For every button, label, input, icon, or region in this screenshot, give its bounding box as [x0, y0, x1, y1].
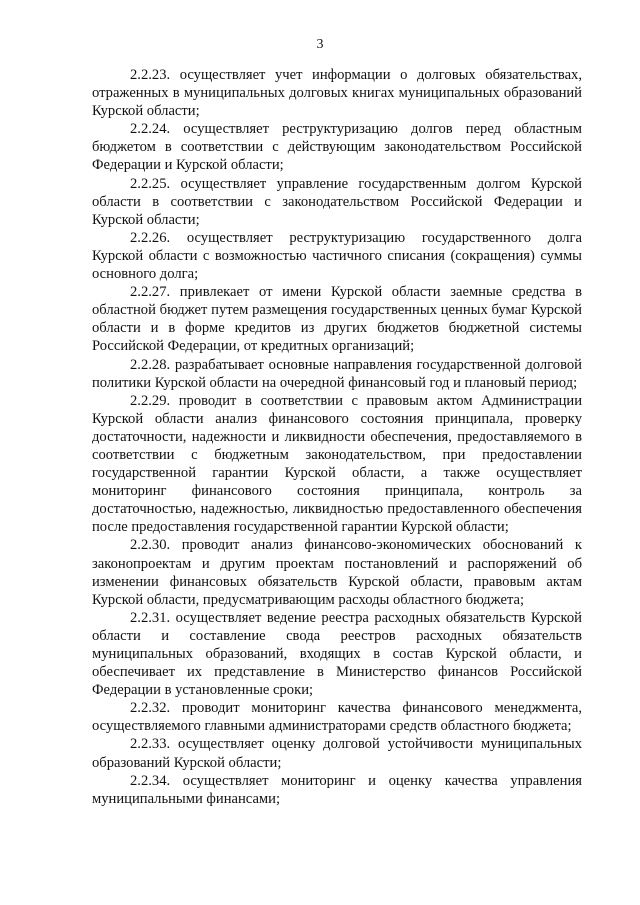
paragraph-2-2-28: 2.2.28. разрабатывает основные направления государственной долговой политики Курской области на очередной финансовый год и плановый период;	[92, 356, 582, 391]
page-number: 3	[316, 37, 324, 52]
paragraph-2-2-34: 2.2.34. осуществляет мониторинг и оценку качества управления муниципальными финансами;	[92, 772, 582, 807]
paragraph-2-2-33: 2.2.33. осуществляет оценку долговой устойчивости муниципальных образований Курской области;	[92, 736, 582, 771]
paragraph-2-2-31: 2.2.31. осуществляет ведение реестра расходных обязательств Курской области и составление свода реестров расходных обязательств муниципальных образований, входящих в состав Курской области, и обеспечивает их представление в Министерство финансов Российской Федерации в установленные сроки;	[92, 609, 582, 699]
paragraph-2-2-26: 2.2.26. осуществляет реструктуризацию государственного долга Курской области с возможностью частичного списания (сокращения) суммы основного долга;	[92, 229, 582, 283]
paragraph-2-2-30: 2.2.30. проводит анализ финансово-экономических обоснований к законопроектам и другим проектам постановлений и распоряжений об изменении финансовых обязательств Курской области, правовым актам Курской области, предусматривающим расходы областного бюджета;	[92, 537, 582, 608]
paragraph-2-2-25: 2.2.25. осуществляет управление государственным долгом Курской области в соответствии с законодательством Российской Федерации и Курской области;	[92, 175, 582, 228]
paragraph-2-2-32: 2.2.32. проводит мониторинг качества финансового менеджмента, осуществляемого главными администраторами средств областного бюджета;	[92, 700, 582, 735]
paragraph-2-2-27: 2.2.27. привлекает от имени Курской области заемные средства в областной бюджет путем размещения государственных ценных бумаг Курской области и в форме кредитов из других бюджетов бюджетной системы Российской Федерации, от кредитных организаций;	[92, 284, 582, 355]
document-body	[92, 66, 582, 808]
paragraph-2-2-24: 2.2.24. осуществляет реструктуризацию долгов перед областным бюджетом в соответствии с действующим законодательством Российской Федерации и Курской области;	[92, 121, 582, 174]
paragraph-2-2-23: 2.2.23. осуществляет учет информации о долговых обязательствах, отраженных в муниципальных долговых книгах муниципальных образований Курской области;	[92, 67, 582, 120]
paragraph-2-2-29: 2.2.29. проводит в соответствии с правовым актом Администрации Курской области анализ финансового состояния принципала, проверку достаточности, надежности и ликвидности обеспечения, предоставляемого в соответствии с бюджетным законодательством, при предоставлении государственной гарантии Курской области, а также осуществляет мониторинг финансового состояния принципала, контроль за достаточностью, надежностью, ликвидностью предоставленного обеспечения после предоставления государственной гарантии Курской области;	[92, 392, 582, 536]
